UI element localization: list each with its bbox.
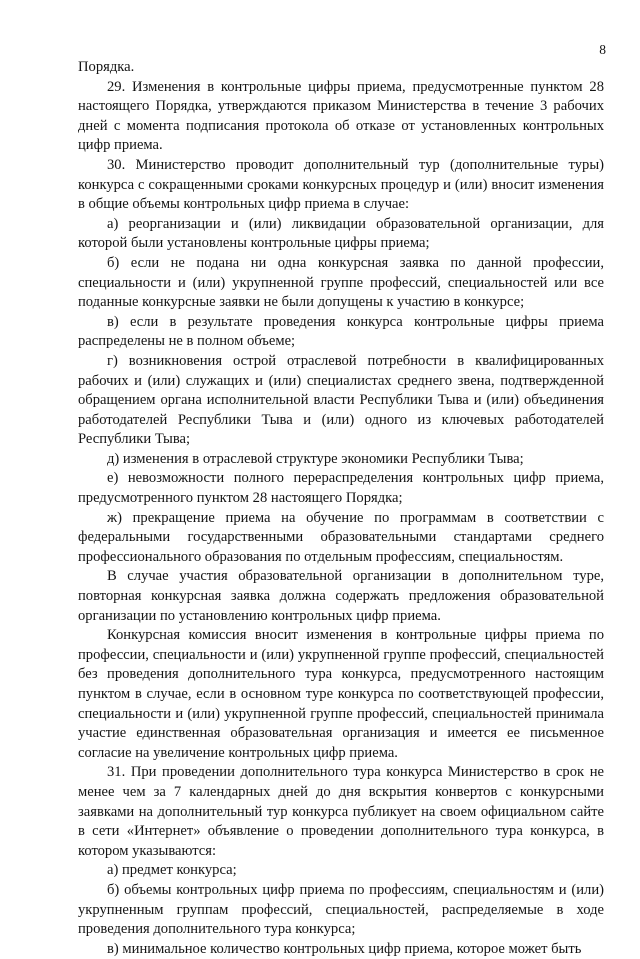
list-item-v-31: в) минимальное количество контрольных цифр приема, которое может быть [107,940,582,957]
list-item-a-31: а) предмет конкурса; [107,862,237,879]
paragraph-30: 30. Министерство проводит дополнительный тур (дополнительные туры) конкурса с сокращенными сроками конкурсных процедур и (или) вносит изменения в общие объемы контрольных цифр приема в случае: [78,156,604,213]
list-item-b: б) если не подана ни одна конкурсная заявка по данной профессии, специальности и (или) укрупненной группе профессий, специальностей или все поданные конкурсные заявки не были допущены к участию в конкурсе; [78,254,604,311]
paragraph-continuation: Порядка. [78,59,135,75]
page-number: 8 [599,42,606,57]
paragraph-29: 29. Изменения в контрольные цифры приема, предусмотренные пунктом 28 настоящего Порядка, утверждаются приказом Министерства в течение 3 рабочих дней с момента подписания протокола об отказе от установленных контрольных цифр приема. [78,78,604,154]
list-item-v: в) если в результате проведения конкурса контрольные цифры приема распределены не в полном объеме; [78,313,604,350]
list-item-e: е) невозможности полного перераспределения контрольных цифр приема, предусмотренного пунктом 28 настоящего Порядка; [78,470,604,507]
document-body [78,58,604,959]
paragraph-31: 31. При проведении дополнительного тура конкурса Министерство в срок не менее чем за 7 календарных дней до дня вскрытия конвертов с конкурсными заявками на дополнительный тур конкурса публикует на своем официальном сайте в сети «Интернет» объявление о проведении дополнительного тура конкурса, в котором указываются: [78,764,604,859]
list-item-b-31: б) объемы контрольных цифр приема по профессиям, специальностям и (или) укрупненным группам профессий, специальностей, распределяемые в ходе проведения дополнительного тура конкурса; [78,881,604,938]
list-item-g: г) возникновения острой отраслевой потребности в квалифицированных рабочих и (или) служащих и (или) специалистах среднего звена, подтвержденной обращением органа исполнительной власти Республики Тыва и (или) объединения работодателей Республики Тыва и (или) одного из ключевых работодателей Республики Тыва; [78,352,604,448]
list-item-zh: ж) прекращение приема на обучение по программам в соответствии с федеральными государственными образовательными стандартами среднего профессионального образования по отдельным профессиям, специальностям. [78,509,604,565]
list-item-d: д) изменения в отраслевой структуре экономики Республики Тыва; [107,450,524,467]
paragraph-additional-round: В случае участия образовательной организации в дополнительном туре, повторная конкурсная заявка должна содержать предложения образовательной организации по установлению контрольных цифр приема. [78,568,604,624]
paragraph-commission: Конкурсная комиссия вносит изменения в контрольные цифры приема по профессии, специальности и (или) укрупненной группе профессий, специальностей без проведения дополнительного тура конкурса, предусмотренного настоящим пунктом в случае, если в основном туре конкурса по соответствующей профессии, специальности и (или) укрупненной группе профессий, специальностей принимала участие единственная образовательная организация и имеется ее письменное согласие на увеличение контрольных цифр приема. [78,627,604,761]
list-item-a: а) реорганизации и (или) ликвидации образовательной организации, для которой были установлены контрольные цифры приема; [78,215,604,252]
